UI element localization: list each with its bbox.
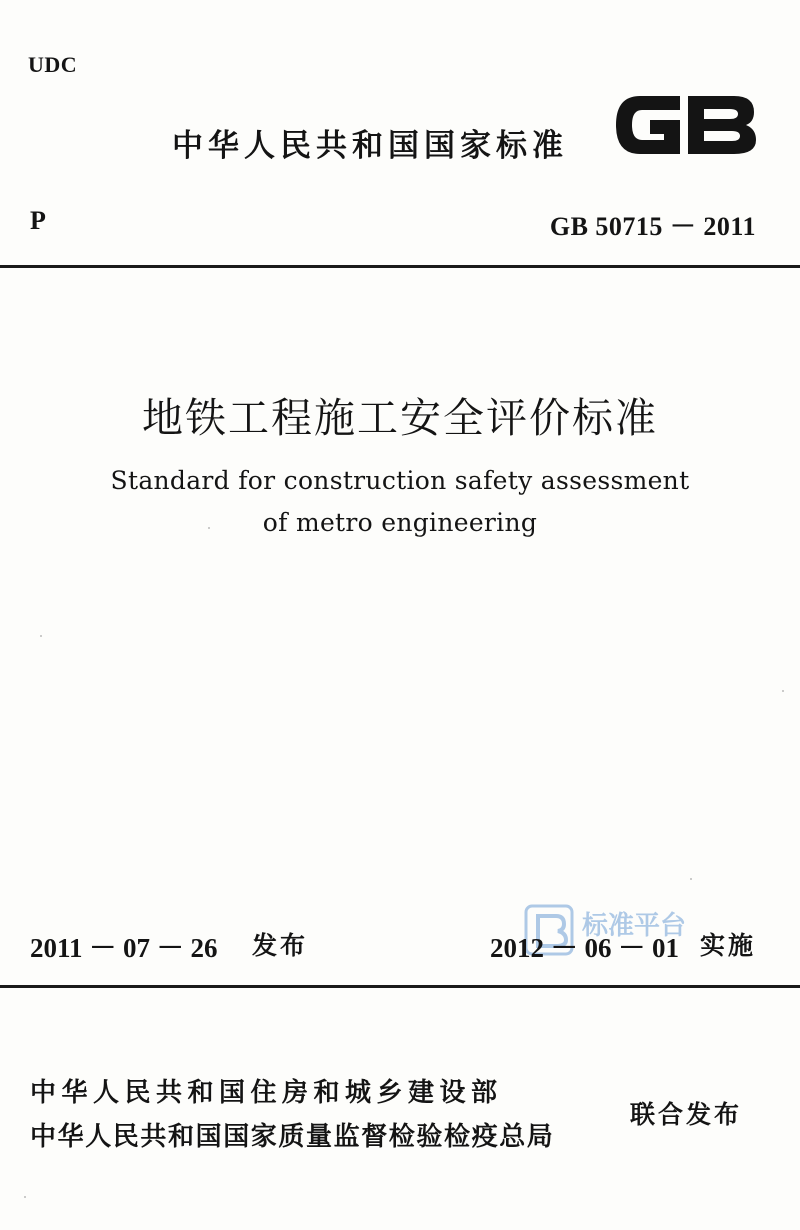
implementation-label: 实施 — [700, 931, 757, 960]
watermark-text: 标准平台 — [582, 911, 687, 941]
bottom-divider — [0, 985, 800, 988]
issue-label: 发布 — [252, 931, 309, 960]
scan-speck — [690, 878, 692, 880]
scan-speck — [782, 690, 784, 692]
implementation-date: 2012 － 06 － 01 — [490, 933, 679, 963]
publisher-line2: 中华人民共和国国家质量监督检验检疫总局 — [30, 1122, 555, 1152]
title-chinese: 地铁工程施工安全评价标准 — [142, 394, 658, 442]
scan-speck — [24, 1196, 26, 1198]
title-english-line2: of metro engineering — [262, 508, 538, 537]
scan-speck — [40, 635, 42, 637]
title-english-line1: Standard for construction safety assessment — [110, 466, 690, 495]
classification-code: P — [30, 206, 46, 235]
issue-date: 2011 － 07 － 26 — [30, 933, 218, 963]
joint-publish-label: 联合发布 — [630, 1100, 743, 1129]
publisher-line1: 中华人民共和国住房和城乡建设部 — [30, 1078, 503, 1108]
national-standard-title: 中华人民共和国国家标准 — [172, 128, 568, 164]
udc-label: UDC — [28, 52, 78, 77]
standard-number: GB 50715 － 2011 — [549, 212, 756, 241]
gb-logo-icon — [610, 84, 760, 166]
scan-speck — [208, 527, 210, 529]
top-divider — [0, 265, 800, 268]
